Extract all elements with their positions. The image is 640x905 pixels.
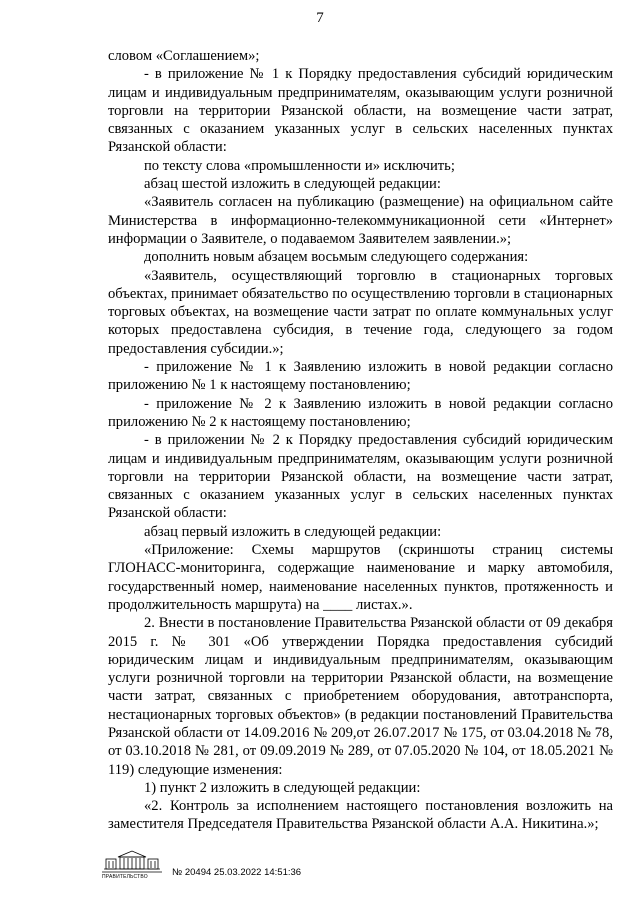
paragraph-6: дополнить новым абзацем восьмым следующего содержания:: [144, 249, 529, 266]
doc-datetime: 25.03.2022 14:51:36: [213, 867, 302, 878]
paragraph-15: «2. Контроль за исполнением настоящего постановления возложить на заместителя Председателя Правительства Рязанской области А.А. Никитина.»;: [108, 798, 613, 833]
doc-number-prefix: №: [172, 867, 183, 878]
paragraph-7: «Заявитель, осуществляющий торговлю в стационарных торговых объектах, принимает обязательство по осуществлению торговли в стационарных торговых объектах, на возмещение части затрат по оплате коммунальных услуг которых предоставлена субсидия, в течение года, следующего за годом предоставления субсидии.»;: [108, 267, 613, 357]
document-body: [108, 47, 613, 834]
paragraph-4: абзац шестой изложить в следующей редакции:: [144, 176, 441, 193]
page-number: 7: [316, 10, 324, 26]
paragraph-9: - приложение № 2 к Заявлению изложить в новой редакции согласно приложению № 2 к настоящему постановлению;: [108, 395, 613, 430]
footer: [100, 848, 500, 888]
paragraph-14: 1) пункт 2 изложить в следующей редакции:: [144, 779, 421, 796]
paragraph-10: - в приложении № 2 к Порядку предоставления субсидий юридическим лицам и индивидуальным предпринимателям, оказывающим услуги розничной торговли на территории Рязанской области, на возмещение части затрат, связанных с оказанием указанных услуг в сельских населенных пунктах Рязанской области:: [108, 432, 613, 522]
paragraph-2: - в приложение № 1 к Порядку предоставления субсидий юридическим лицам и индивидуальным предпринимателям, оказывающим услуги розничной торговли на территории Рязанской области, на возмещение части затрат, связанных с оказанием указанных услуг в сельских населенных пунктах Рязанской области:: [108, 66, 613, 156]
paragraph-13: 2. Внести в постановление Правительства Рязанской области от 09 декабря 2015 г. № 301 «Об утверждении Порядка предоставления субсидий юридическим лицам и индивидуальным предпринимателям, оказывающим услуги розничной торговли на территории Рязанской области, на возмещение части затрат, связанных с приобретением оборудования, автотранспорта, нестационарных торговых объектов» (в редакции постановлений Правительства Рязанской области от 14.09.2016 № 209,от 26.07.2017 № 175, от 03.04.2018 № 78, от 03.10.2018 № 281, от 09.09.2019 № 289, от 07.05.2020 № 104, от 18.05.2021 № 119) следующие изменения:: [108, 615, 613, 778]
seal-caption: ПРАВИТЕЛЬСТВО: [102, 874, 148, 880]
paragraph-12: «Приложение: Схемы маршрутов (скриншоты страниц системы ГЛОНАСС-мониторинга, содержащие наименование и марку автомобиля, государственный номер, наименование населенных пунктов, протяженность и продолжительность маршрута) на ____ листах.».: [108, 542, 613, 613]
paragraph-1: словом «Соглашением»;: [108, 48, 260, 64]
doc-number: 20494: [184, 867, 212, 878]
paragraph-5: «Заявитель согласен на публикацию (размещение) на официальном сайте Министерства в информационно-телекоммуникационной сети «Интернет» информации о Заявителе, о подаваемом Заявителем заявлении.»;: [108, 194, 613, 247]
paragraph-11: абзац первый изложить в следующей редакции:: [144, 523, 442, 540]
paragraph-3: по тексту слова «промышленности и» исключить;: [144, 157, 455, 174]
document-stamp: [172, 867, 301, 878]
paragraph-8: - приложение № 1 к Заявлению изложить в новой редакции согласно приложению № 1 к настоящему постановлению;: [108, 359, 613, 394]
